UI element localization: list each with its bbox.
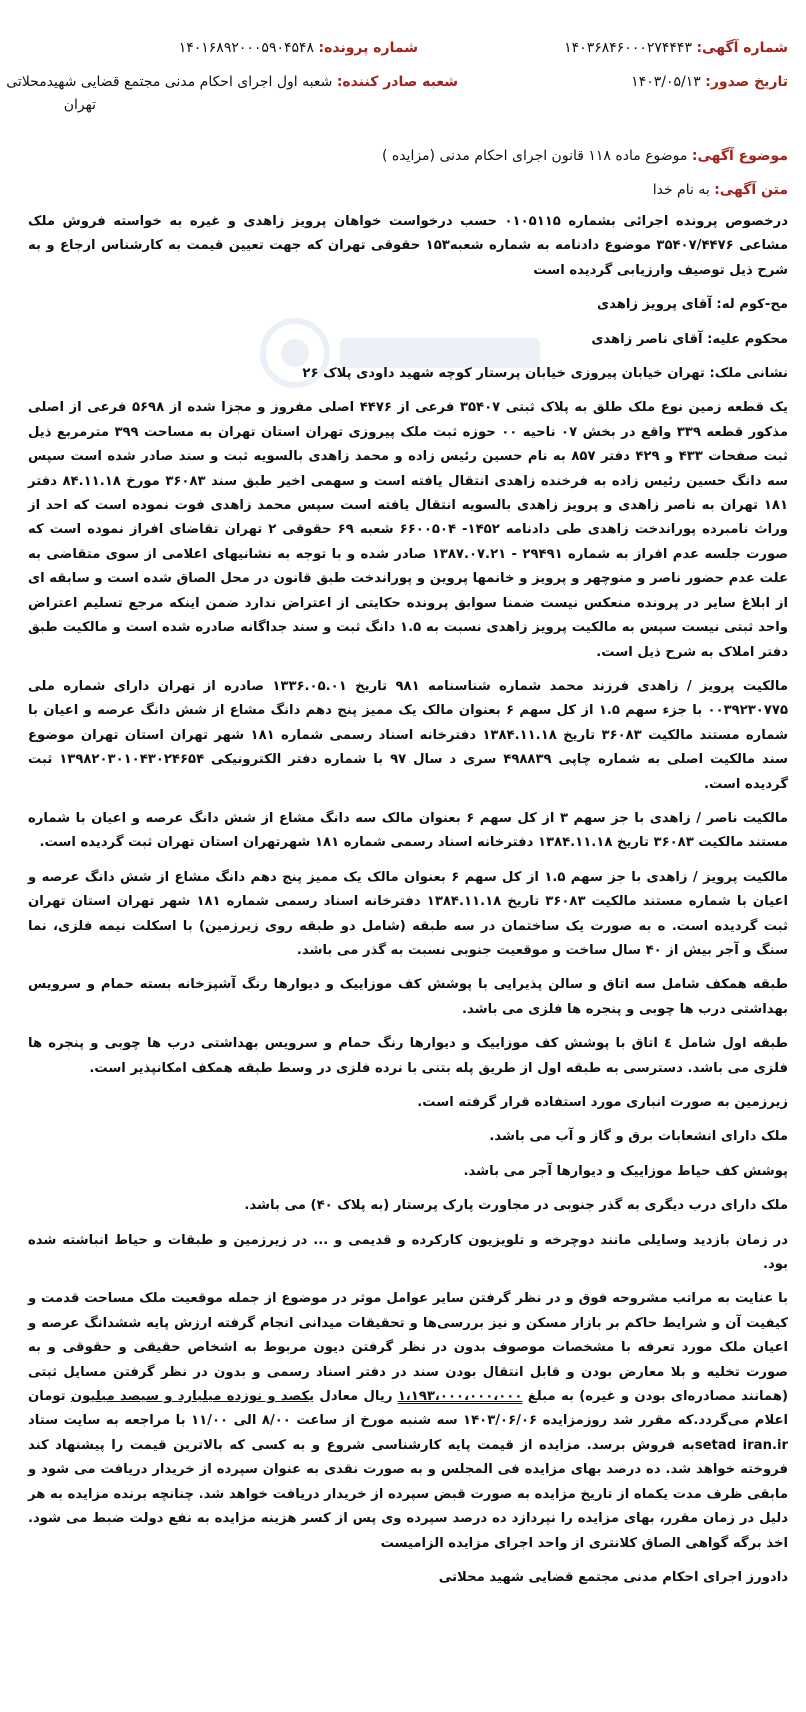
paragraph-first-floor: طبقه اول شامل ٤ اتاق با پوشش کف موزاییک و دیوارها رنگ حمام و سرویس بهداشتی درب ها چوبی و پنجره ها فلزی می باشد. دسترسی به طبقه اول از طریق پله بتنی با نرده فلزی در وسط طبقه همکف امکانپذیر است. <box>28 1036 788 1076</box>
valuation-amount: ۱،۱۹۳،۰۰۰،۰۰۰،۰۰۰ <box>397 1389 523 1405</box>
text-intro: به نام خدا <box>652 182 710 198</box>
case-number-value: ۱۴۰۱۶۸۹۲۰۰۰۵۹۰۴۵۴۸ <box>178 40 315 56</box>
case-number-label: شماره پرونده: <box>318 40 418 56</box>
valuation-text-c: تومان اعلام می‌گردد.که مقرر شد روزمزایده ۱۴۰۳/۰۶/۰۶ سه شنبه مورخ از ساعت ۸/۰۰ الی ۱۱/۰۰ با مراجعه به سایت ستاد <box>28 1389 789 1429</box>
issuing-branch-label: شعبه صادر کننده: <box>336 74 458 90</box>
paragraph-second-door: ملک دارای درب دیگری به گذر جنوبی در مجاورت پارک پرستار (به پلاک ۴۰) می باشد. <box>244 1198 788 1214</box>
paragraph-ownership-3: مالکیت پرویز / زاهدی با جز سهم ۱.۵ از کل سهم ۶ بعنوان مالک یک ممیز پنج دهم دانگ مشاع از شش دانگ عرصه و اعیان با شماره مستند مالکیت ۳۶۰۸۳ تاریخ ۱۳۸۴.۱۱.۱۸ دفترخانه اسناد رسمی شماره ۱۸۱ شهر تهران استان تهران ثبت گردیده است. ه به صورت یک ساختمان در سه طبقه (شامل دو طبقه روی زیرزمین) با اسکلت نیمه فلزی، نما سنگ و آجر بیش از ۴۰ سال ساخت و موقعیت جنوبی نسبت به گذر می باشد. <box>28 869 788 958</box>
paragraph-judgment-creditor: مح-کوم له: آقای پرویز زاهدی <box>597 297 788 313</box>
issuing-branch-value: شعبه اول اجرای احکام مدنی مجتمع قضایی شهیدمحلاتی <box>6 74 333 90</box>
paragraph-utilities: ملک دارای انشعابات برق و گاز و آب می باشد. <box>489 1129 788 1145</box>
valuation-text-a: با عنایت به مراتب مشروحه فوق و در نظر گرفتن سایر عوامل موثر در موضوع از جمله موقعیت ملک مساحت قدمت و کیفیت آن و شرایط حاکم بر بازار مسکن و نیز بررسی‌ها و تحقیقات میدانی انجام گرفته ارزش پایه ششدانگ عرصه و اعیان ملک مورد تعرفه با مشخصات موصوف بدون در نظر گرفتن دیون مربوط به اشخاص حقیقی و حقوقی و به صورت تخلیه و بلا معارض بودن و قابل انتقال بودن سند در دفتر اسناد رسمی و بدون در نظر گرفتن مسایل ثبتی (همانند مصادره‌ای بودن و غیره) به مبلغ <box>28 1291 789 1405</box>
subject-label: موضوع آگهی: <box>691 148 788 164</box>
paragraph-property-address: نشانی ملک: تهران خیابان پیروزی خیابان پرستار کوچه شهید داودی پلاک ۲۶ <box>302 366 788 382</box>
valuation-text-b: ریال معادل <box>314 1389 398 1405</box>
paragraph-intro: درخصوص پرونده اجرائی بشماره ۰۱۰۵۱۱۵ حسب درخواست خواهان پرویز زاهدی و غیره به خواسته فروش ملک مشاعی ۳۵۴۰۷/۴۴۷۶ موضوع دادنامه به شماره شعبه۱۵۳ حقوقی تهران که جهت تعیین قیمت به کارشناس ارجاع و به شرح ذیل توصیف وارزیابی گردیده است <box>28 214 788 278</box>
case-number-row <box>179 38 418 58</box>
subject-value: موضوع ماده ۱۱۸ قانون اجرای احکام مدنی (مزایده ) <box>381 148 688 164</box>
paragraph-ownership-2: مالکیت ناصر / زاهدی با جز سهم ۳ از کل سهم ۶ بعنوان مالک سه دانگ مشاع از شش دانگ عرصه و اعیان با شماره مستند مالکیت ۳۶۰۸۳ تاریخ ۱۳۸۴.۱۱.۱۸ دفترخانه اسناد رسمی شماره ۱۸۱ شهرتهران استان تهران ثبت گردیده است. <box>28 810 789 851</box>
paragraph-visit: در زمان بازدید وسایلی مانند دوچرخه و تلویزیون کارکرده و قدیمی و ... در زیرزمین و طبقات و حیاط انباشته شده بود. <box>28 1232 788 1273</box>
issuing-branch-line2: تهران <box>63 97 96 113</box>
paragraph-yard: پوشش کف حیاط موزاییک و دیوارها آجر می باشد. <box>463 1163 788 1179</box>
paragraph-judgment-debtor: محکوم علیه: آقای ناصر زاهدی <box>591 331 788 347</box>
ad-number-row <box>564 38 788 58</box>
paragraph-ownership-1: مالکیت پرویز / زاهدی فرزند محمد شماره شناسنامه ۹۸۱ تاریخ ۱۳۳۶.۰۵.۰۱ صادره از تهران دارای شماره ملی ۰۰۳۹۲۳۰۷۷۵ با جزء سهم ۱.۵ از کل سهم ۶ بعنوان مالک یک ممیز پنج دهم دانگ مشاع از شش دانگ عرصه و اعیان با شماره مستند مالکیت ۳۶۰۸۳ تاریخ ۱۳۸۴.۱۱.۱۸ دفترخانه اسناد رسمی شماره ۱۸۱ شهر تهران استان تهران موضوع سند مالکیت اصلی به شماره چاپی ۴۹۸۸۳۹ سری د سال ۹۷ با شماره دفتر الکترونیکی ۱۳۹۸۲۰۳۰۱۰۴۳۰۲۴۶۵۴ ثبت گردیده است. <box>28 678 789 792</box>
notice-body <box>28 210 788 1600</box>
setad-site-link[interactable]: setad iran.ir <box>694 1437 788 1453</box>
subject-row <box>382 146 788 166</box>
issue-date-label: تاریخ صدور: <box>705 74 788 90</box>
issue-date-value: ۱۴۰۳/۰۵/۱۳ <box>631 74 701 90</box>
paragraph-ground-floor: طبقه همکف شامل سه اتاق و سالن پذیرایی با پوشش کف موزاییک و دیوارها رنگ آشپزخانه بسته حمام و سرویس بهداشتی درب ها چوبی و پنجره ها فلزی می باشد. <box>28 977 788 1017</box>
paragraph-property-registration: یک قطعه زمین نوع ملک طلق به پلاک ثبتی ۳۵۴۰۷ فرعی از ۴۴۷۶ اصلی مفروز و مجزا شده از ۵۶۹۸ فرعی از اصلی مذکور قطعه ۳۳۹ واقع در بخش ۰۷ ناحیه ۰۰ حوزه ثبت ملک پیروزی تهران استان تهران به مساحت ۳۹۹ مترمربع ذیل ثبت صفحات ۴۳۳ و ۴۲۹ دفتر ۸۵۷ به نام حسین رئیس زاده و محمد زاهدی بالسویه ثبت و سند صادر شده است سپس سه دانگ حسین رئیس زاده به فرخنده زاهدی انتقال یافته است و سهمی اخیر طبق سند ۳۶۰۸۳ مورخ ۸۴.۱۱.۱۸ دفتر ۱۸۱ تهران به ناصر زاهدی و پرویز زاهدی بالسویه انتقال یافته است سپس محمد زاهدی فوت نموده است که احد از وراث نامبرده پوراندخت زاهدی طی دادنامه ۱۴۵۲- ۶۶۰۰۵۰۴ شعبه ۶۹ حقوقی ۲ تهران تقاضای افراز نموده است که صورت جلسه عدم افراز به شماره ۲۹۴۹۱ - ۱۳۸۷.۰۷.۲۱ صادر شده و با توجه به نشانیهای اعلامی از سوی متقاضی به علت عدم حضور ناصر و منوچهر و پرویز و خانمها پروین و پوراندخت طبق قانون در محل الصاق شده است و سابقه ای از ابلاغ سایر در پرونده منعکس نیست ضمنا سوابق پرونده حکایتی از اعتراض ندارد ضمن اینکه مرجع تسلیم اعتراض واحد ثبتی نیست سپس به مالکیت پرویز زاهدی نسبت به ۱.۵ دانگ ثبت و سند جداگانه صادره شده است و مالکیت طبق دفتر املاک به شرح ذیل است. <box>28 400 788 660</box>
text-label: متن آگهی: <box>714 182 788 198</box>
text-label-row <box>653 180 788 200</box>
valuation-text-d: به فروش برسد. مزایده از قیمت پایه کارشناسی شروع و به کسی که بالاترین قیمت را پیشنهاد کند فروخته خواهد شد. ده درصد بهای مزایده فی المجلس و به صورت نقدی به عنوان سپرده از خریدار دریافت می شود و مابقی ظرف مدت یکماه از تاریخ مزایده به صورت قبض سپرده از خریدار دریافت خواهد شد. چنانچه برنده مزایده به هر دلیل در زمان مقرر، بهای مزایده را نپردازد ده درصد سپرده وی پس از کسر هزینه مزایده به نفع دولت ضبط می شود. اخذ برگه گواهی الصاق کلانتری از واحد اجرای مزایده الزامیست <box>28 1437 788 1551</box>
issue-date-row <box>631 72 788 92</box>
paragraph-basement: زیرزمین به صورت انباری مورد استفاده قرار گرفته است. <box>417 1095 788 1110</box>
issuing-branch-row <box>6 72 458 92</box>
signature-line: دادورز اجرای احکام مدنی مجتمع قضایی شهید محلاتی <box>438 1569 788 1585</box>
ad-number-label: شماره آگهی: <box>696 40 788 56</box>
valuation-words: یکصد و نوزده میلیارد و سیصد میلیون <box>70 1389 315 1405</box>
ad-number-value: ۱۴۰۳۶۸۴۶۰۰۰۲۷۴۴۴۳ <box>564 40 692 56</box>
paragraph-valuation <box>28 1287 788 1555</box>
